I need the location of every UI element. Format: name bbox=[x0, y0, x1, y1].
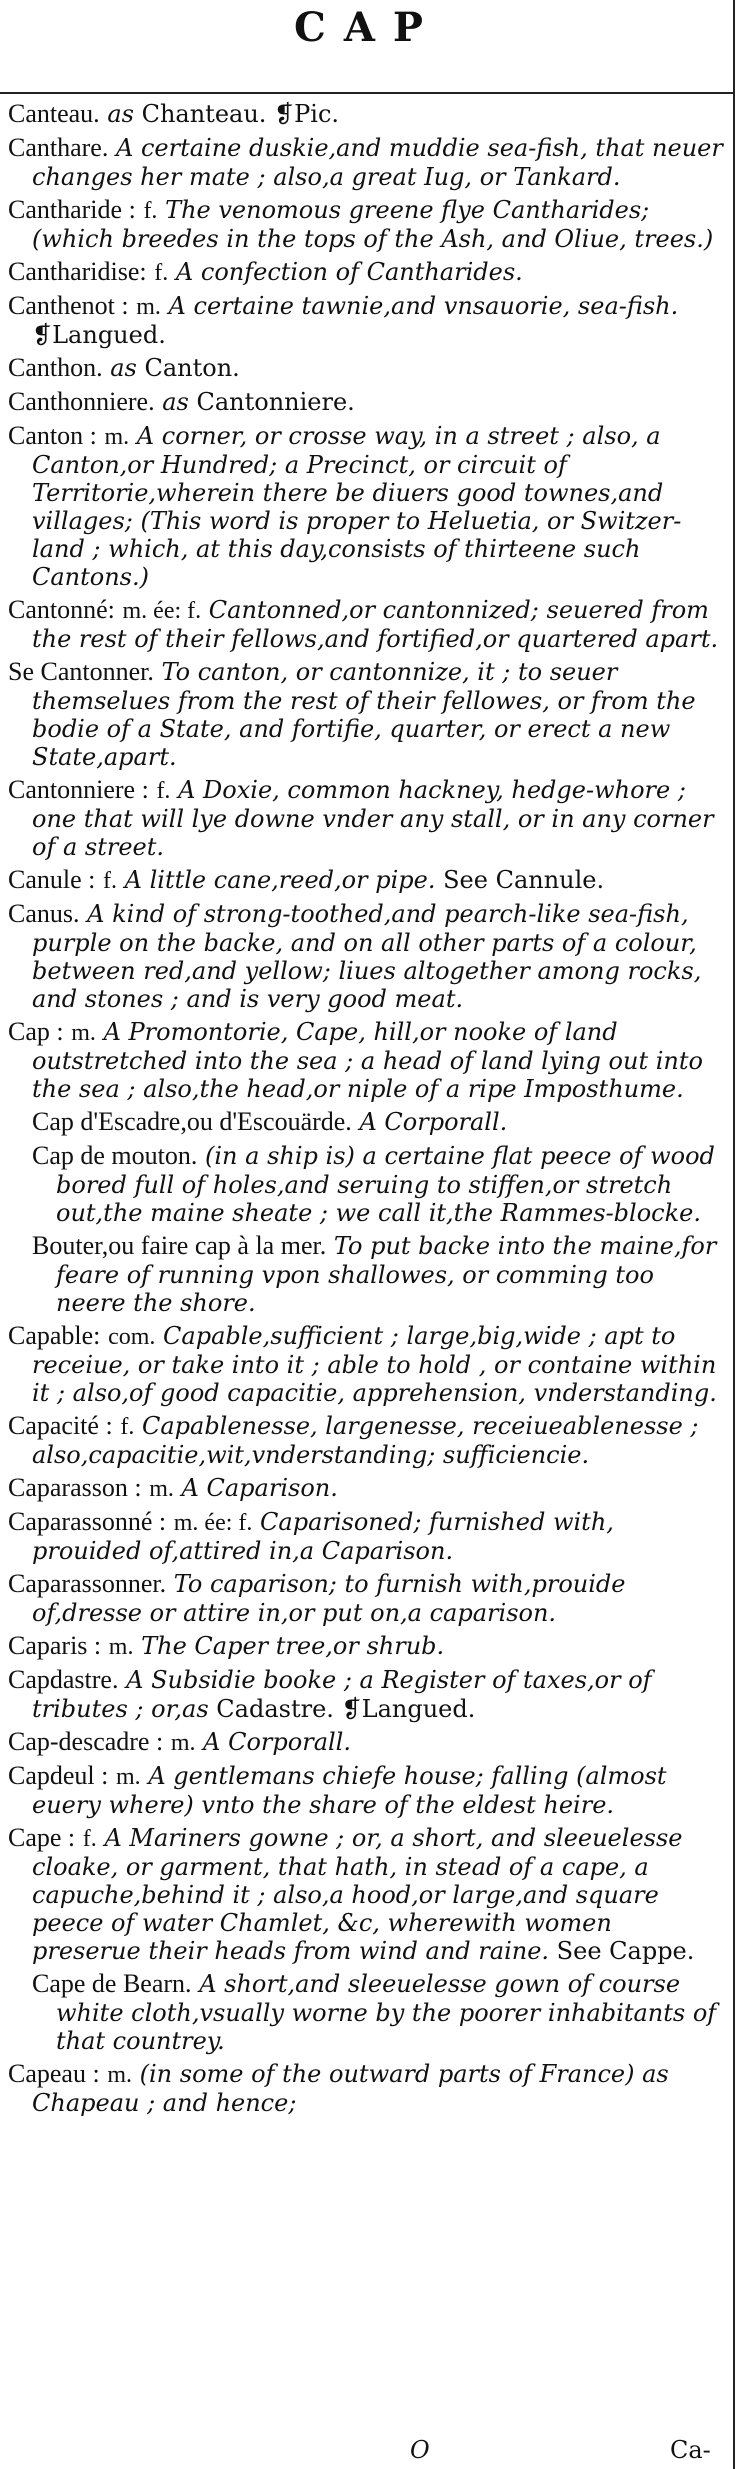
page-header-title: CAP bbox=[294, 4, 441, 51]
dictionary-entry bbox=[8, 1474, 728, 1503]
dictionary-entry bbox=[8, 388, 728, 417]
dictionary-entry bbox=[8, 776, 728, 861]
headword: Capdeul : bbox=[8, 1761, 109, 1790]
definition: Capable,sufficient ; large,big,wide ; apt to receiue, or take into it ; able to hold , or containe within it ; also,of good capacitie, apprehension, vnderstanding. bbox=[32, 1322, 717, 1407]
catchword: Ca- bbox=[670, 2436, 711, 2464]
definition: A Caparison. bbox=[181, 1474, 338, 1502]
dictionary-entry bbox=[8, 900, 728, 1013]
definition: To caparison; to furnish with,prouide of,dresse or attire in,or put on,a caparison. bbox=[32, 1570, 626, 1627]
definition: as bbox=[107, 100, 134, 128]
dictionary-entry bbox=[8, 196, 728, 253]
cross-reference: Cantonniere. bbox=[188, 388, 355, 416]
headword: Cantonné: bbox=[8, 595, 115, 624]
headword: Caparassonné : bbox=[8, 1507, 167, 1536]
headword: Cantonniere : bbox=[8, 775, 149, 804]
definition: A Subsidie booke ; a Register of taxes,or of tributes ; or,as bbox=[32, 1666, 652, 1723]
dictionary-entry bbox=[8, 422, 728, 591]
dictionary-entry bbox=[8, 1762, 728, 1819]
definition: (in some of the outward parts of France) as Chapeau ; and hence; bbox=[32, 2060, 669, 2117]
dictionary-entry bbox=[8, 1970, 728, 2055]
definition: To put backe into the maine,for feare of running vpon shallowes, or comming too neere the shore. bbox=[56, 1232, 717, 1317]
grammar-label: m. bbox=[136, 294, 161, 320]
definition: A little cane,reed,or pipe. bbox=[124, 866, 436, 894]
cross-reference: Canton. bbox=[136, 354, 240, 382]
cross-reference: ❡Langued. bbox=[32, 321, 166, 349]
definition: A Promontorie, Cape, hill,or nooke of land outstretched into the sea ; a head of land lying out into the sea ; also,the head,or niple of a ripe Imposthume. bbox=[32, 1018, 703, 1103]
grammar-label: m. ée: f. bbox=[173, 1510, 253, 1536]
cross-reference: See Cannule. bbox=[435, 866, 605, 894]
dictionary-entry bbox=[8, 1108, 728, 1137]
grammar-label: m. ée: f. bbox=[122, 598, 202, 624]
grammar-label: com. bbox=[108, 1324, 156, 1350]
headword: Canteau. bbox=[8, 99, 100, 128]
definition: A short,and sleeuelesse gown of course white cloth,vsually worne by the poorer inhabitants of that countrey. bbox=[56, 1970, 717, 2055]
dictionary-entry bbox=[8, 866, 728, 895]
cross-reference: Cadastre. ❡Langued. bbox=[208, 1695, 476, 1723]
headword: Canule : bbox=[8, 865, 96, 894]
dictionary-entry bbox=[8, 1232, 728, 1317]
definition: A kind of strong-toothed,and pearch-like sea-fish, purple on the backe, and on all other parts of a colour, between red,and yellow; liues altogether among rocks, and stones ; and is very good meat. bbox=[32, 900, 702, 1013]
cross-reference: See Cappe. bbox=[549, 1937, 695, 1965]
right-margin-rule bbox=[733, 0, 735, 2469]
dictionary-entry bbox=[8, 100, 728, 129]
definition: A Doxie, common hackney, hedge-whore ; one that will lye downe vnder any stall, or in any corner of a street. bbox=[32, 776, 714, 861]
headword: Capacité : bbox=[8, 1411, 113, 1440]
dictionary-entry bbox=[8, 1322, 728, 1407]
grammar-label: f. bbox=[143, 198, 158, 224]
entry-list bbox=[8, 100, 728, 2122]
headword: Capeau : bbox=[8, 2059, 100, 2088]
definition: A Corporall. bbox=[359, 1108, 508, 1136]
headword: Cantharide : bbox=[8, 195, 136, 224]
definition: Cantonned,or cantonnized; seuered from the rest of their fellows,and fortified,or quartered apart. bbox=[32, 596, 719, 653]
definition: The venomous greene flye Cantharides; (which breedes in the tops of the Ash, and Oliue, trees.) bbox=[32, 196, 714, 253]
header-rule bbox=[0, 92, 735, 94]
headword: Caparis : bbox=[8, 1631, 102, 1660]
headword: Canthare. bbox=[8, 133, 109, 162]
grammar-label: f. bbox=[120, 1414, 135, 1440]
dictionary-entry bbox=[8, 2060, 728, 2117]
headword: Cantharidise: bbox=[8, 257, 147, 286]
dictionary-entry bbox=[8, 658, 728, 771]
definition: Caparisoned; furnished with, prouided of,attired in,a Caparison. bbox=[32, 1508, 614, 1565]
headword: Cap d'Escadre,ou d'Escouärde. bbox=[32, 1107, 352, 1136]
headword: Cape : bbox=[8, 1823, 76, 1852]
headword: Capable: bbox=[8, 1321, 101, 1350]
headword: Canthonniere. bbox=[8, 387, 155, 416]
definition: The Caper tree,or shrub. bbox=[141, 1632, 445, 1660]
definition: A Corporall. bbox=[203, 1728, 351, 1756]
dictionary-entry bbox=[8, 1728, 728, 1757]
dictionary-entry bbox=[8, 354, 728, 383]
definition: A confection of Cantharides. bbox=[175, 258, 523, 286]
headword: Canton : bbox=[8, 421, 97, 450]
headword: Capdastre. bbox=[8, 1665, 119, 1694]
headword: Cap de mouton. bbox=[32, 1141, 198, 1170]
dictionary-entry bbox=[8, 1632, 728, 1661]
grammar-label: m. bbox=[107, 2062, 132, 2088]
headword: Caparassonner. bbox=[8, 1569, 167, 1598]
headword: Cap : bbox=[8, 1017, 64, 1046]
definition: A certaine tawnie,and vnsauorie, sea-fish. bbox=[168, 292, 679, 320]
definition: as bbox=[162, 388, 189, 416]
dictionary-entry bbox=[8, 134, 728, 191]
signature-mark: O bbox=[410, 2436, 430, 2464]
headword: Cap-descadre : bbox=[8, 1727, 164, 1756]
grammar-label: f. bbox=[103, 868, 118, 894]
grammar-label: m. bbox=[71, 1020, 96, 1046]
dictionary-entry bbox=[8, 1412, 728, 1469]
headword: Se Cantonner. bbox=[8, 657, 154, 686]
dictionary-entry bbox=[8, 1142, 728, 1227]
definition: A certaine duskie,and muddie sea-fish, that neuer changes her mate ; also,a great Iug, or Tankard. bbox=[32, 134, 723, 191]
dictionary-entry bbox=[8, 1666, 728, 1723]
dictionary-entry bbox=[8, 596, 728, 653]
grammar-label: m. bbox=[170, 1730, 196, 1756]
headword: Canthenot : bbox=[8, 291, 129, 320]
cross-reference: Chanteau. ❡Pic. bbox=[133, 100, 340, 128]
grammar-label: f. bbox=[82, 1826, 97, 1852]
dictionary-entry bbox=[8, 292, 728, 349]
dictionary-entry bbox=[8, 1508, 728, 1565]
headword: Cape de Bearn. bbox=[32, 1969, 192, 1998]
grammar-label: m. bbox=[104, 424, 130, 450]
definition: To canton, or cantonnize, it ; to seuer themselues from the rest of their fellowes, or from the bodie of a State, and fortifie, quarter, or erect a new State,apart. bbox=[32, 658, 696, 771]
grammar-label: m. bbox=[149, 1476, 174, 1502]
headword: Canthon. bbox=[8, 353, 103, 382]
definition: A gentlemans chiefe house; falling (almost euery where) vnto the share of the eldest heire. bbox=[32, 1762, 667, 1819]
grammar-label: f. bbox=[154, 260, 169, 286]
definition: as bbox=[110, 354, 137, 382]
dictionary-entry bbox=[8, 1824, 728, 1965]
definition: A corner, or crosse way, in a street ; also, a Canton,or Hundred; a Precinct, or circuit of Territorie,wherein there be diuers good townes,and villages; (This word is proper to Heluetia, or Switzer-land ; which, at this day,consists of thirteene such Cantons.) bbox=[32, 422, 682, 591]
headword: Canus. bbox=[8, 899, 80, 928]
definition: A Mariners gowne ; or, a short, and sleeuelesse cloake, or garment, that hath, in stead of a cape, a capuche,behind it ; also,a hood,or large,and square peece of water Chamlet, &c, wherewith women preserue their heads from wind and raine. bbox=[32, 1824, 683, 1965]
dictionary-entry bbox=[8, 258, 728, 287]
definition: Capablenesse, largenesse, receiueablenesse ; also,capacitie,wit,vnderstanding; sufficiencie. bbox=[32, 1412, 699, 1469]
headword: Caparasson : bbox=[8, 1473, 142, 1502]
dictionary-entry bbox=[8, 1018, 728, 1103]
dictionary-entry bbox=[8, 1570, 728, 1627]
grammar-label: f. bbox=[156, 778, 171, 804]
grammar-label: m. bbox=[108, 1634, 134, 1660]
headword: Bouter,ou faire cap à la mer. bbox=[32, 1231, 327, 1260]
definition: (in a ship is) a certaine flat peece of wood bored full of holes,and seruing to stiffen,or stretch out,the maine sheate ; we call it,the Rammes-blocke. bbox=[56, 1142, 715, 1227]
grammar-label: m. bbox=[116, 1764, 141, 1790]
